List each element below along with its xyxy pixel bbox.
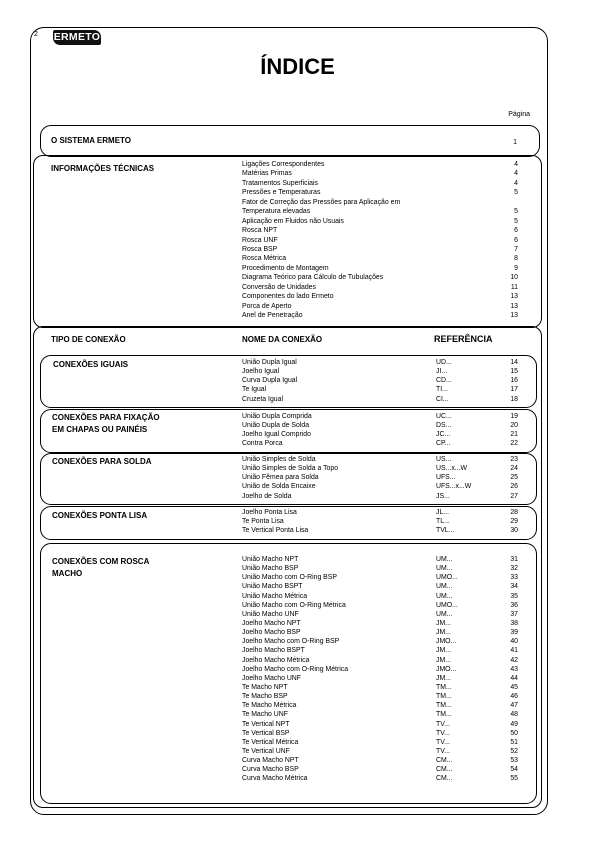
connection-name: União Macho Métrica: [242, 592, 308, 600]
connection-row: [242, 738, 522, 747]
connection-row: [242, 367, 522, 376]
connection-name: União Simples de Solda: [242, 456, 316, 463]
connection-page: 14: [510, 359, 518, 366]
connection-page: 55: [510, 775, 518, 783]
connection-page: 17: [510, 386, 518, 394]
connection-page: 48: [510, 711, 518, 719]
connection-name: Te Macho UNF: [242, 711, 288, 719]
connection-page: 33: [510, 574, 518, 582]
connection-page: 38: [510, 619, 518, 627]
connection-row: [242, 517, 522, 526]
connection-row: [242, 756, 522, 765]
connection-ref: CI...: [436, 395, 449, 403]
col-tipo-header: TIPO DE CONEXÃO: [51, 335, 126, 344]
info-item: [242, 311, 522, 320]
info-item: [242, 254, 522, 263]
connection-list: [242, 412, 522, 449]
connection-ref: CM...: [436, 766, 453, 774]
info-item-page: 4: [514, 170, 518, 178]
connection-name: Te Vertical BSP: [242, 729, 290, 737]
connection-page: 37: [510, 610, 518, 618]
connection-ref: JS...: [436, 492, 450, 500]
info-item-name: Fator de Correção das Pressões para Aplicação em: [242, 198, 401, 206]
connection-ref: UM...: [436, 565, 453, 573]
info-item: [242, 160, 522, 169]
connection-ref: JM...: [436, 629, 451, 637]
connection-name: Joelho Igual: [242, 368, 280, 376]
connection-name: Te Macho Métrica: [242, 702, 297, 710]
connection-page: 42: [510, 656, 518, 664]
connection-ref: JM...: [436, 674, 451, 682]
connection-page: 32: [510, 565, 518, 573]
connection-page: 26: [510, 483, 518, 491]
connection-page: 40: [510, 638, 518, 646]
connection-row: [242, 665, 522, 674]
connection-name: Te Macho BSP: [242, 693, 288, 701]
info-item-name: Rosca NPT: [242, 227, 278, 235]
connection-row: [242, 526, 522, 535]
info-item-name: Rosca Métrica: [242, 255, 287, 263]
connection-page: 47: [510, 702, 518, 710]
connection-ref: CD...: [436, 377, 452, 385]
info-item: [242, 169, 522, 178]
info-item-name: Aplicação em Fluidos não Usuais: [242, 217, 344, 225]
connection-group-label-line: CONEXÕES PONTA LISA: [52, 511, 148, 520]
page-title: ÍNDICE: [260, 54, 335, 79]
connection-page: 53: [510, 757, 518, 765]
connection-ref: TM...: [436, 702, 452, 710]
connection-row: [242, 610, 522, 619]
connection-name: Te Vertical Métrica: [242, 738, 299, 746]
connection-row: [242, 430, 522, 439]
connection-row: [242, 720, 522, 729]
sistema-label: O SISTEMA ERMETO: [51, 136, 132, 145]
connection-page: 29: [510, 518, 518, 526]
connection-group-label-line: CONEXÕES COM ROSCA: [52, 557, 150, 566]
info-item-page: 5: [514, 189, 518, 197]
connection-name: Te Vertical UNF: [242, 747, 290, 755]
connection-row: [242, 395, 522, 404]
connection-row: [242, 683, 522, 692]
info-item-name: Ligações Correspondentes: [242, 161, 325, 168]
connection-page: 24: [510, 465, 518, 473]
connection-name: Joelho Macho Métrica: [242, 656, 310, 664]
connection-row: [242, 573, 522, 582]
connection-name: União Macho BSPT: [242, 583, 303, 591]
connection-name: União Dupla de Solda: [242, 422, 310, 430]
connection-name: União Macho com O-Ring BSP: [242, 574, 337, 582]
connection-ref: UM...: [436, 592, 453, 600]
connection-name: União de Solda Encaixe: [242, 483, 316, 491]
connection-page: 23: [510, 456, 518, 463]
connection-name: Te Igual: [242, 386, 267, 394]
connection-page: 34: [510, 583, 518, 591]
info-item-page: 13: [510, 312, 518, 319]
info-item-name: Componentes do lado Ermeto: [242, 293, 334, 301]
connection-name: Contra Porca: [242, 440, 283, 448]
connection-row: [242, 564, 522, 573]
info-item-name: Procedimento de Montagem: [242, 264, 329, 272]
connection-list: [242, 555, 522, 784]
connection-row: [242, 701, 522, 710]
info-item: [242, 302, 522, 311]
connection-name: União Macho BSP: [242, 565, 299, 573]
connection-group-label-line: EM CHAPAS OU PAINÉIS: [52, 425, 148, 434]
connection-name: Te Vertical NPT: [242, 720, 290, 728]
connection-row: [242, 439, 522, 448]
info-item-name: Pressões e Temperaturas: [242, 189, 321, 197]
connection-page: 22: [510, 440, 518, 448]
connection-name: Joelho Igual Comprido: [242, 431, 311, 439]
connection-row: [242, 765, 522, 774]
connection-ref: TV...: [436, 738, 450, 746]
connection-row: [242, 492, 522, 501]
connection-ref: CM...: [436, 775, 453, 783]
connection-page: 21: [510, 431, 518, 439]
connection-ref: TVL...: [436, 527, 455, 535]
info-list: [242, 160, 522, 320]
info-item-name: Anel de Penetração: [242, 312, 303, 319]
connection-page: 45: [510, 683, 518, 691]
info-item-page: 9: [514, 264, 518, 272]
connection-group-label-line: CONEXÕES PARA SOLDA: [52, 457, 152, 466]
info-item-name: Temperatura elevadas: [242, 208, 311, 216]
info-item: [242, 236, 522, 245]
connection-name: União Macho NPT: [242, 556, 299, 563]
connection-name: Curva Macho Métrica: [242, 775, 308, 783]
connection-name: Te Macho NPT: [242, 683, 288, 691]
info-item: [242, 273, 522, 282]
connection-name: Joelho de Solda: [242, 492, 292, 500]
info-item-page: 4: [514, 179, 518, 187]
info-item-page: 8: [514, 255, 518, 263]
connection-page: 50: [510, 729, 518, 737]
page-number: 2: [34, 31, 38, 38]
connection-row: [242, 774, 522, 783]
connection-row: [242, 619, 522, 628]
connection-ref: JM...: [436, 656, 451, 664]
connection-ref: UM...: [436, 610, 453, 618]
connection-ref: UMO...: [436, 601, 458, 609]
connection-name: Te Ponta Lisa: [242, 518, 284, 526]
connection-page: 44: [510, 674, 518, 682]
connection-ref: US...x...W: [436, 465, 468, 473]
col-referencia-header: REFERÊNCIA: [434, 334, 493, 344]
connection-ref: TM...: [436, 693, 452, 701]
info-item-page: 7: [514, 245, 518, 253]
connection-row: [242, 592, 522, 601]
connection-ref: CM...: [436, 757, 453, 765]
connection-ref: UMO...: [436, 574, 458, 582]
connection-ref: US...: [436, 456, 452, 463]
connection-ref: DS...: [436, 422, 452, 430]
info-item-page: 13: [510, 293, 518, 301]
info-item: [242, 188, 522, 197]
connection-group-label-line: CONEXÕES IGUAIS: [53, 360, 129, 369]
connection-ref: JM...: [436, 647, 451, 655]
connection-ref: UM...: [436, 583, 453, 591]
connection-row: [242, 412, 522, 421]
connection-row: [242, 508, 522, 517]
connection-ref: CP...: [436, 440, 451, 448]
connection-page: 18: [510, 395, 518, 403]
connection-list: [242, 508, 522, 535]
connection-row: [242, 376, 522, 385]
connection-ref: JMO...: [436, 638, 457, 646]
connection-ref: JI...: [436, 368, 448, 376]
connection-ref: TL...: [436, 518, 450, 526]
connection-row: [242, 482, 522, 491]
connection-ref: JM...: [436, 619, 451, 627]
connection-page: 31: [510, 556, 518, 563]
pagina-label: Página: [508, 111, 530, 118]
info-item: [242, 283, 522, 292]
sistema-page: 1: [513, 139, 517, 146]
connection-ref: UFS...: [436, 474, 456, 482]
connection-group-label: [52, 556, 149, 580]
info-item-name: Rosca BSP: [242, 245, 278, 253]
info-item-name: Porca de Aperto: [242, 302, 292, 310]
connection-ref: TI...: [436, 386, 448, 394]
connection-name: Cruzeta Igual: [242, 395, 283, 403]
connection-page: 15: [510, 368, 518, 376]
connection-list: [242, 455, 522, 501]
connection-page: 52: [510, 747, 518, 755]
connection-group-label: [52, 456, 152, 468]
connection-row: [242, 464, 522, 473]
connection-row: [242, 692, 522, 701]
connection-page: 16: [510, 377, 518, 385]
connection-page: 30: [510, 527, 518, 535]
connection-name: Curva Macho NPT: [242, 757, 299, 765]
info-item-page: 6: [514, 236, 518, 244]
info-item-name: Diagrama Teórico para Cálculo de Tubulações: [242, 274, 384, 282]
info-item: [242, 264, 522, 273]
connection-page: 36: [510, 601, 518, 609]
connection-page: 27: [510, 492, 518, 500]
info-item: [242, 292, 522, 301]
connection-name: União Dupla Comprida: [242, 413, 312, 420]
connection-list: [242, 358, 522, 404]
info-item-page: 10: [510, 274, 518, 282]
info-label: INFORMAÇÕES TÉCNICAS: [51, 164, 155, 173]
info-item-name: Rosca UNF: [242, 236, 278, 244]
connection-name: União Dupla Igual: [242, 359, 297, 366]
connection-ref: JC...: [436, 431, 451, 439]
connection-page: 51: [510, 738, 518, 746]
info-item: [242, 179, 522, 188]
connection-row: [242, 555, 522, 564]
connection-row: [242, 710, 522, 719]
info-item: [242, 217, 522, 226]
connection-row: [242, 646, 522, 655]
connection-name: União Simples de Solda a Topo: [242, 465, 339, 473]
connection-row: [242, 729, 522, 738]
connection-name: Joelho Macho NPT: [242, 619, 301, 627]
connection-row: [242, 358, 522, 367]
connection-ref: JMO...: [436, 665, 457, 673]
connection-name: Joelho Macho UNF: [242, 674, 301, 682]
connection-ref: UC...: [436, 413, 452, 420]
connection-name: Te Vertical Ponta Lisa: [242, 527, 309, 535]
connection-page: 20: [510, 422, 518, 430]
connection-ref: JL...: [436, 509, 450, 516]
connection-ref: TV...: [436, 747, 450, 755]
info-item-page: 11: [510, 283, 518, 291]
connection-ref: UM...: [436, 556, 453, 563]
connection-name: União Macho com O-Ring Métrica: [242, 601, 346, 609]
connection-name: Curva Macho BSP: [242, 766, 299, 774]
info-item: [242, 198, 522, 207]
info-item-page: 4: [514, 161, 518, 168]
connection-name: Curva Dupla Igual: [242, 377, 298, 385]
connection-row: [242, 455, 522, 464]
connection-page: 43: [510, 665, 518, 673]
connection-name: Joelho Macho com O-Ring BSP: [242, 638, 340, 646]
info-item-page: 5: [514, 217, 518, 225]
connection-row: [242, 473, 522, 482]
connection-row: [242, 656, 522, 665]
connection-group-label-line: MACHO: [52, 569, 83, 578]
connection-row: [242, 582, 522, 591]
connection-row: [242, 628, 522, 637]
connection-ref: TM...: [436, 683, 452, 691]
connection-page: 25: [510, 474, 518, 482]
connection-row: [242, 385, 522, 394]
connection-name: Joelho Macho BSP: [242, 629, 301, 637]
info-item-page: 6: [514, 227, 518, 235]
info-item-name: Matérias Primas: [242, 170, 292, 178]
connection-name: União Macho UNF: [242, 610, 299, 618]
connection-row: [242, 637, 522, 646]
connection-page: 49: [510, 720, 518, 728]
connection-name: Joelho Ponta Lisa: [242, 509, 297, 516]
connection-page: 46: [510, 693, 518, 701]
connection-page: 28: [510, 509, 518, 516]
connection-name: União Fêmea para Solda: [242, 474, 319, 482]
connection-ref: TM...: [436, 711, 452, 719]
info-item-name: Tratamentos Superficiais: [242, 179, 318, 187]
info-item: [242, 245, 522, 254]
connection-row: [242, 421, 522, 430]
connection-row: [242, 601, 522, 610]
connection-ref: UD...: [436, 359, 452, 366]
connection-group-label: [53, 359, 128, 371]
connection-page: 19: [510, 413, 518, 420]
connection-row: [242, 674, 522, 683]
connection-name: Joelho Macho com O-Ring Métrica: [242, 665, 349, 673]
info-item: [242, 207, 522, 216]
connection-group-label-line: CONEXÕES PARA FIXAÇÃO: [52, 413, 160, 422]
info-item: [242, 226, 522, 235]
info-item-page: 5: [514, 208, 518, 216]
connection-page: 54: [510, 766, 518, 774]
connection-page: 41: [510, 647, 518, 655]
ermeto-logo: ERMETO: [53, 31, 101, 43]
connection-page: 39: [510, 629, 518, 637]
connection-group-label: [52, 412, 160, 436]
connection-name: Joelho Macho BSPT: [242, 647, 305, 655]
info-item-name: Conversão de Unidades: [242, 283, 316, 291]
connection-group-label: [52, 510, 147, 522]
connection-ref: UFS...x...W: [436, 483, 472, 491]
connection-ref: TV...: [436, 729, 450, 737]
col-nome-header: NOME DA CONEXÃO: [242, 335, 323, 344]
info-item-page: 13: [510, 302, 518, 310]
connection-page: 35: [510, 592, 518, 600]
connection-ref: TV...: [436, 720, 450, 728]
connection-row: [242, 747, 522, 756]
